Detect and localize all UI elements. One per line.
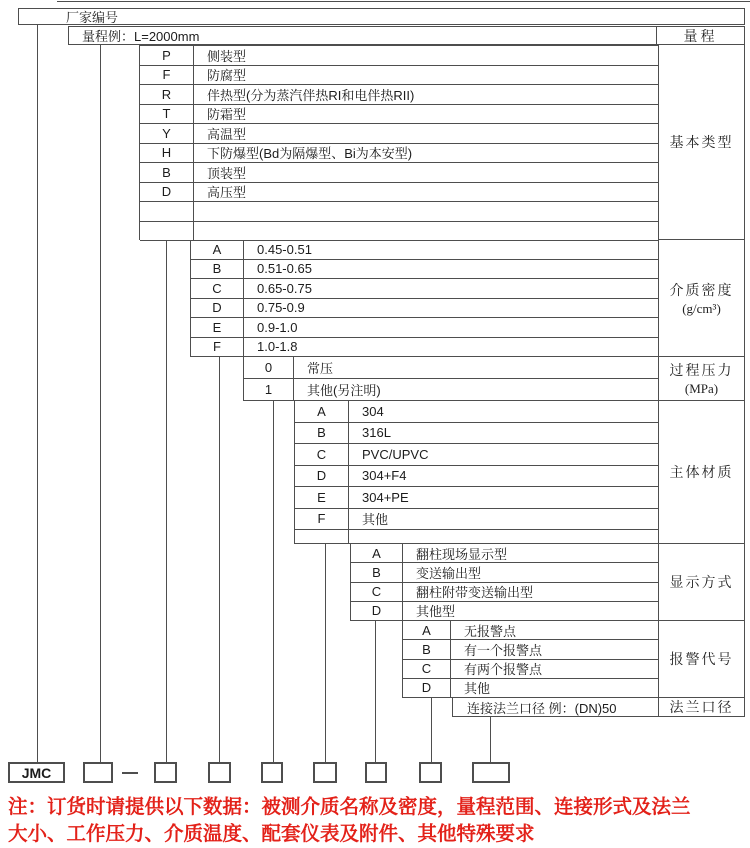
spec-code: C xyxy=(351,583,403,601)
spec-row xyxy=(351,583,658,602)
flange-size-row xyxy=(452,698,658,717)
spec-desc: 常压 xyxy=(307,361,334,376)
spec-desc xyxy=(349,530,658,543)
spec-row xyxy=(295,444,658,466)
spec-code: B xyxy=(351,563,403,581)
factory-code-row xyxy=(18,8,745,25)
section-basic-type xyxy=(139,45,658,240)
spec-code xyxy=(140,202,194,221)
spec-code: A xyxy=(191,240,244,259)
spec-code: A xyxy=(295,401,349,422)
code-box-process-pressure xyxy=(261,762,283,783)
spec-code: A xyxy=(403,621,451,639)
spec-desc: 0.51-0.65 xyxy=(257,261,312,277)
connector-factory xyxy=(37,25,38,762)
spec-row xyxy=(244,379,658,401)
code-box-basic-type xyxy=(154,762,177,783)
spec-row-empty xyxy=(295,530,658,544)
spec-desc: 316L xyxy=(362,425,391,441)
spec-code: D xyxy=(191,299,244,318)
category-label-body-material: 主体材质 xyxy=(659,401,744,544)
spec-code: B xyxy=(295,423,349,444)
spec-row xyxy=(140,85,658,105)
spec-code: C xyxy=(191,279,244,298)
spec-code: E xyxy=(295,487,349,508)
spec-code: D xyxy=(295,466,349,487)
spec-row xyxy=(403,679,658,698)
category-label-display-mode: 显示方式 xyxy=(659,544,744,621)
spec-row xyxy=(140,66,658,86)
spec-row xyxy=(140,124,658,144)
spec-code: B xyxy=(140,163,194,182)
spec-row xyxy=(403,660,658,679)
code-box-display-mode xyxy=(365,762,387,783)
spec-row xyxy=(244,357,658,379)
spec-desc: 304+F4 xyxy=(362,468,407,484)
section-process-pressure xyxy=(243,357,658,401)
range-example-row xyxy=(68,26,745,45)
spec-row xyxy=(191,299,658,319)
spec-desc: 其他 xyxy=(464,681,491,697)
category-label-medium-density: 介质密度 (g/cm³) xyxy=(659,240,744,357)
category-label-basic-type: 基本类型 xyxy=(659,45,744,240)
connector-medium-density xyxy=(219,357,220,762)
category-column xyxy=(658,45,745,717)
spec-row-empty xyxy=(140,202,658,222)
code-box-flange-size xyxy=(472,762,510,783)
flange-size-text: 连接法兰口径 例：(DN)50 xyxy=(467,700,617,716)
spec-desc: 下防爆型(Bd为隔爆型、Bi为本安型) xyxy=(207,146,413,162)
spec-desc: 侧装型 xyxy=(207,48,247,64)
dash-separator xyxy=(122,772,138,774)
spec-desc: 其他型 xyxy=(416,604,456,620)
section-medium-density xyxy=(190,240,658,357)
model-prefix-box xyxy=(8,762,65,783)
spec-code: D xyxy=(140,183,194,202)
category-label-flange-size: 法兰口径 xyxy=(659,698,744,717)
spec-code: T xyxy=(140,105,194,124)
top-border-line xyxy=(57,1,750,2)
spec-desc: 1.0-1.8 xyxy=(257,339,298,355)
spec-desc: 高温型 xyxy=(207,126,247,142)
spec-row xyxy=(191,279,658,299)
spec-row xyxy=(403,621,658,640)
spec-code: P xyxy=(140,46,194,65)
code-box-body-material xyxy=(313,762,337,783)
spec-desc: PVC/UPVC xyxy=(362,446,429,462)
spec-code xyxy=(140,222,194,241)
code-box-alarm-code xyxy=(419,762,442,783)
spec-row xyxy=(140,105,658,125)
connector-flange-size xyxy=(490,717,491,762)
spec-desc xyxy=(194,222,658,241)
connector-body-material xyxy=(325,544,326,762)
spec-desc: 0.9-1.0 xyxy=(257,319,298,335)
spec-desc: 其他 xyxy=(362,512,389,528)
spec-desc: 0.75-0.9 xyxy=(257,300,305,316)
spec-code: B xyxy=(403,640,451,658)
spec-desc: 无报警点 xyxy=(464,623,517,639)
connector-process-pressure xyxy=(273,401,274,762)
order-note xyxy=(8,794,750,848)
category-label-range: 量程 xyxy=(656,27,744,44)
spec-row xyxy=(295,401,658,423)
spec-row xyxy=(191,240,658,260)
spec-code: E xyxy=(191,318,244,337)
spec-code: F xyxy=(295,509,349,530)
spec-code: C xyxy=(403,660,451,678)
connector-range xyxy=(100,45,101,762)
order-note-line1: 注：订货时请提供以下数据：被测介质名称及密度，量程范围、连接形式及法兰 xyxy=(8,796,691,818)
spec-row xyxy=(191,318,658,338)
spec-desc: 顶装型 xyxy=(207,165,247,181)
spec-row-empty xyxy=(140,222,658,242)
spec-desc: 0.65-0.75 xyxy=(257,280,312,296)
spec-desc: 304+PE xyxy=(362,489,409,505)
connector-display-mode xyxy=(375,621,376,762)
spec-code: A xyxy=(351,544,403,562)
spec-row xyxy=(191,260,658,280)
code-box-range xyxy=(83,762,113,783)
spec-code: B xyxy=(191,260,244,279)
spec-desc: 翻柱附带变送输出型 xyxy=(416,585,534,601)
spec-row xyxy=(351,563,658,582)
spec-desc: 伴热型(分为蒸汽伴热RI和电伴热RII) xyxy=(207,87,415,103)
spec-row xyxy=(295,423,658,445)
spec-code xyxy=(295,530,349,543)
spec-row xyxy=(140,46,658,66)
factory-code-label: 厂家编号 xyxy=(66,10,119,25)
spec-row xyxy=(191,338,658,358)
category-label-process-pressure: 过程压力 (MPa) xyxy=(659,357,744,401)
spec-desc: 其他(另注明) xyxy=(307,383,381,398)
section-display-mode xyxy=(350,544,658,621)
spec-desc: 304 xyxy=(362,403,384,419)
spec-row xyxy=(295,466,658,488)
spec-code: F xyxy=(140,66,194,85)
spec-row xyxy=(351,544,658,563)
spec-code: F xyxy=(191,338,244,357)
section-alarm-code xyxy=(402,621,658,698)
section-body-material xyxy=(294,401,658,544)
spec-code: Y xyxy=(140,124,194,143)
connector-basic-type xyxy=(166,240,167,762)
spec-desc: 翻柱现场显示型 xyxy=(416,546,508,562)
spec-row xyxy=(140,144,658,164)
spec-code: 0 xyxy=(244,357,294,378)
code-box-medium-density xyxy=(208,762,231,783)
spec-code: H xyxy=(140,144,194,163)
connector-alarm-code xyxy=(431,698,432,762)
spec-desc: 有一个报警点 xyxy=(464,642,543,658)
spec-desc: 防腐型 xyxy=(207,68,247,84)
range-example-text: 量程例：L=2000mm xyxy=(82,29,200,44)
spec-desc xyxy=(194,202,658,221)
model-prefix-label: JMC xyxy=(21,764,52,781)
spec-desc: 防霜型 xyxy=(207,107,247,123)
spec-row xyxy=(351,602,658,621)
spec-row xyxy=(140,163,658,183)
spec-row xyxy=(295,509,658,531)
spec-code: D xyxy=(351,602,403,620)
spec-desc: 变送输出型 xyxy=(416,565,482,581)
spec-code: 1 xyxy=(244,379,294,400)
spec-code: R xyxy=(140,85,194,104)
order-note-line2: 大小、工作压力、介质温度、配套仪表及附件、其他特殊要求 xyxy=(8,823,535,845)
spec-row xyxy=(403,640,658,659)
category-label-alarm-code: 报警代号 xyxy=(659,621,744,698)
spec-desc: 有两个报警点 xyxy=(464,662,543,678)
spec-row xyxy=(140,183,658,203)
spec-code: C xyxy=(295,444,349,465)
spec-code: D xyxy=(403,679,451,697)
spec-desc: 高压型 xyxy=(207,185,247,201)
spec-row xyxy=(295,487,658,509)
spec-desc: 0.45-0.51 xyxy=(257,241,312,257)
